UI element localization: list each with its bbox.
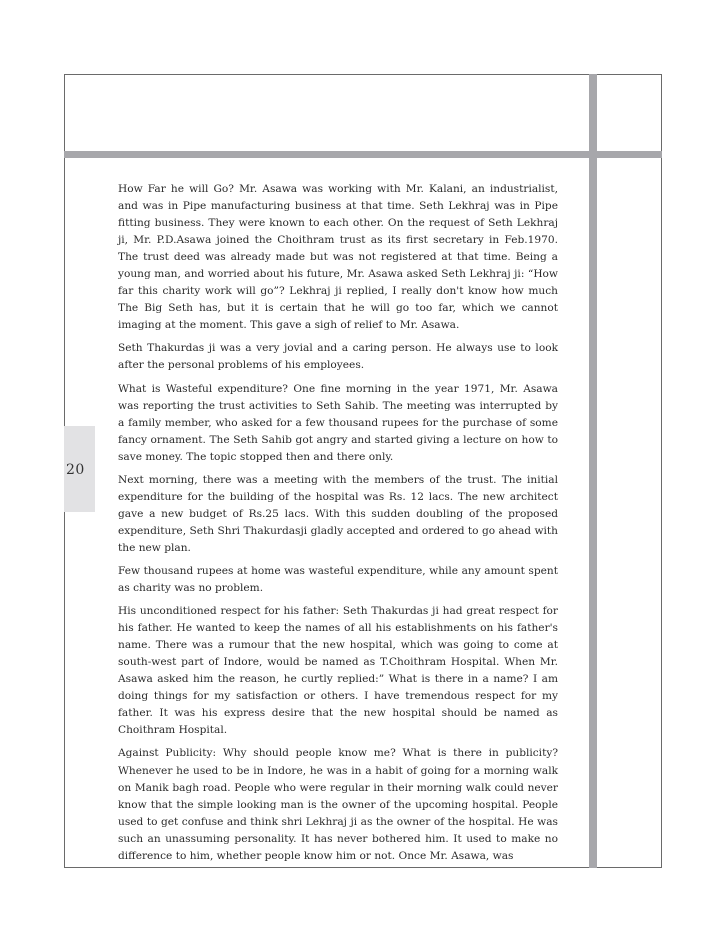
paragraph-wasteful-expenditure: What is Wasteful expenditure? One fine morning in the year 1971, Mr. Asawa was reporting the trust activities to Seth Sahib. The meeting was interrupted by a family member, who asked for a few thousand rupees for the purchase of some fancy ornament. The Seth Sahib got angry and started giving a lecture on how to save money. The topic stopped then and there only. xyxy=(118,382,558,463)
paragraph-trust-meeting: Next morning, there was a meeting with the members of the trust. The initial expenditure for the building of the hospital was Rs. 12 lacs. The new architect gave a new budget of Rs.25 lacs. With this sudden doubling of the proposed expenditure, Seth Shri Thakurdasji gladly accepted and ordered to go ahead with the new plan. xyxy=(118,473,558,554)
margin-divider-bar xyxy=(589,74,597,868)
page-number: 20 xyxy=(66,462,85,478)
header-divider-bar xyxy=(64,151,662,158)
paragraph-charity: Few thousand rupees at home was wasteful expenditure, while any amount spent as charity was no problem. xyxy=(118,564,558,595)
paragraph-against-publicity: Against Publicity: Why should people know me? What is there in publicity? Whenever he used to be in Indore, he was in a habit of going for a morning walk on Manik bagh road. People who were regular in their morning walk could never know that the simple looking man is the owner of the upcoming hospital. People used to get confuse and think shri Lekhraj ji as the owner of the hospital. He was such an unassuming personality. It has never bothered him. It used to make no difference to him, whether people know him or not. Once Mr. Asawa, was xyxy=(118,747,558,862)
paragraph-respect-for-father: His unconditioned respect for his father: Seth Thakurdas ji had great respect for his father. He wanted to keep the names of all his establishments on his father's name. There was a rumour that the new hospital, which was going to come at south-west part of Indore, would be named as T.Choithram Hospital. When Mr. Asawa asked him the reason, he curtly replied:” What is there in a name? I am doing things for my satisfaction or others. I have tremendous respect for my father. It was his express desire that the new hospital should be named as Choithram Hospital. xyxy=(118,605,558,737)
body-text xyxy=(118,181,558,871)
paragraph-how-far: How Far he will Go? Mr. Asawa was working with Mr. Kalani, an industrialist, and was in Pipe manufacturing business at that time. Seth Lekhraj was in Pipe fitting business. They were known to each other. On the request of Seth Lekhraj ji, Mr. P.D.Asawa joined the Choithram trust as its first secretary in Feb.1970. The trust deed was already made but was not registered at that time. Being a young man, and worried about his future, Mr. Asawa asked Seth Lekhraj ji: “How far this charity work will go”? Lekhraj ji replied, I really don't know how much The Big Seth has, but it is certain that he will go too far, which we cannot imaging at the moment. This gave a sigh of relief to Mr. Asawa. xyxy=(118,183,558,332)
paragraph-jovial-person: Seth Thakurdas ji was a very jovial and a caring person. He always use to look after the personal problems of his employees. xyxy=(118,342,558,372)
